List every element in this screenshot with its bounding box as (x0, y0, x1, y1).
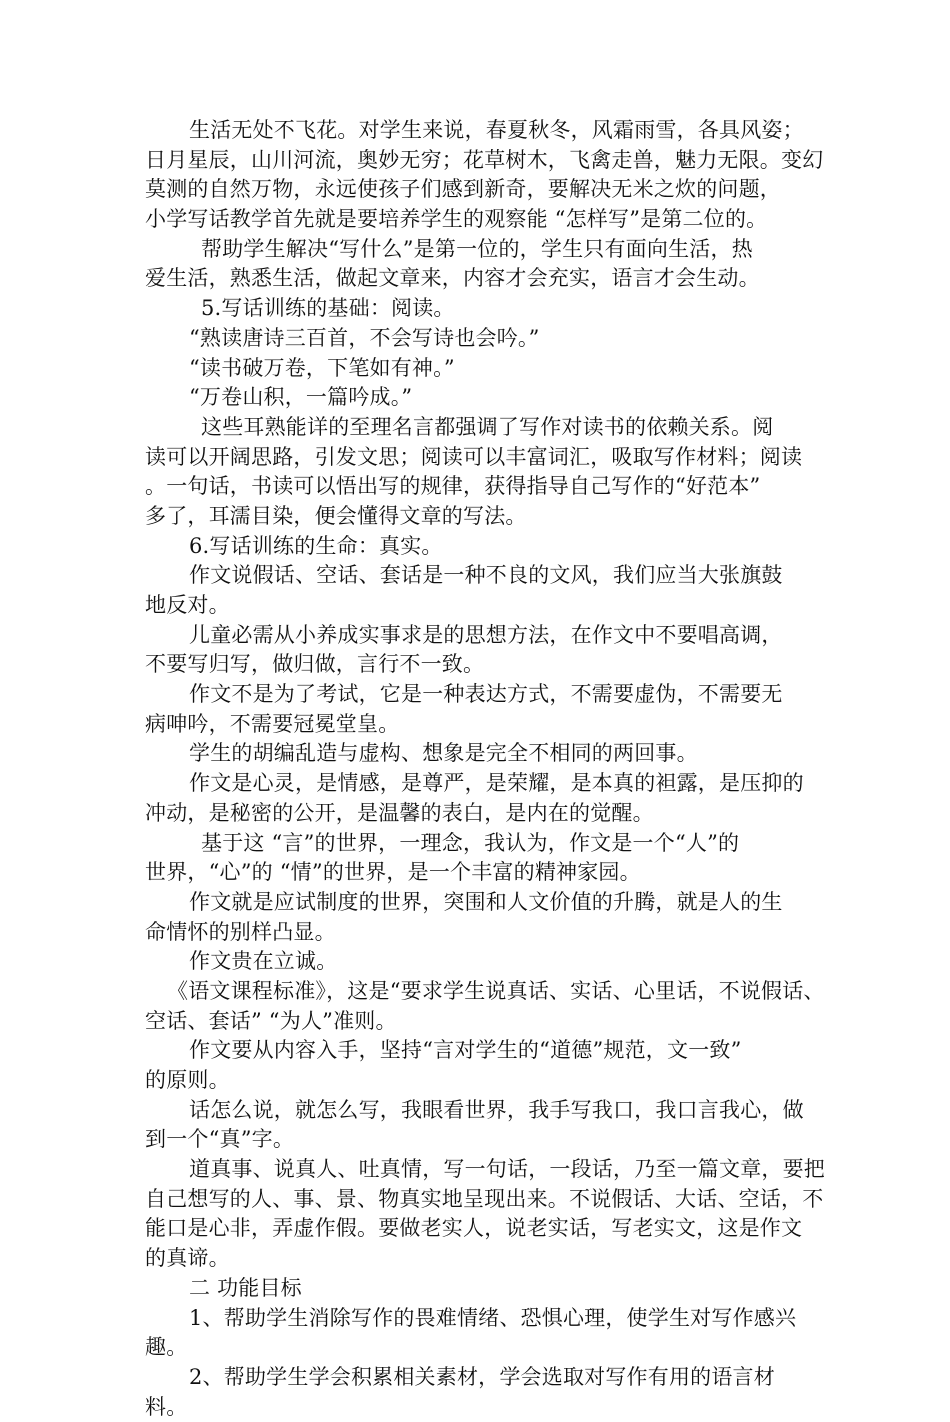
text-line: 学生的胡编乱造与虚构、想象是完全不相同的两回事。 (189, 741, 698, 766)
text-line: “读书破万卷，下笔如有神。” (189, 355, 455, 380)
text-line: 作文是心灵，是情感，是尊严，是荣耀，是本真的袒露，是压抑的 (189, 771, 804, 796)
text-line: 这些耳熟能详的至理名言都强调了写作对读书的依赖关系。阅 (201, 414, 774, 439)
text-line: 地反对。 (145, 593, 230, 617)
text-line: 莫测的自然万物，永远使孩子们感到新奇，要解决无米之炊的问题， (145, 177, 781, 202)
text-line: 小学写话教学首先就是要培养学生的观察能 “怎样写”是第二位的。 (145, 207, 768, 232)
text-line: 帮助学生解决“写什么”是第一位的，学生只有面向生活，热 (201, 236, 753, 261)
text-line: 命情怀的别样凸显。 (145, 919, 336, 944)
text-line: 6.写话训练的生命：真实。 (189, 533, 443, 558)
text-line: 。一句话，书读可以悟出写的规律，获得指导自己写作的“好范本” (145, 474, 761, 499)
text-line: 病呻吟，不需要冠冕堂皇。 (145, 711, 400, 736)
text-line: 2、帮助学生学会积累相关素材，学会选取对写作有用的语言材 (189, 1364, 775, 1389)
text-line: 话怎么说，就怎么写，我眼看世界，我手写我口，我口言我心，做 (189, 1097, 804, 1122)
text-line: 作文贵在立诚。 (189, 949, 338, 974)
text-line: 作文不是为了考试，它是一种表达方式，不需要虚伪，不需要无 (189, 682, 783, 707)
text-line: 趣。 (145, 1335, 188, 1360)
text-line: 世界，“心”的 “情”的世界，是一个丰富的精神家园。 (145, 860, 641, 885)
text-line: 作文说假话、空话、套话是一种不良的文风，我们应当大张旗鼓 (189, 563, 783, 588)
text-line: 日月星辰，山川河流，奥妙无穷；花草树木，飞禽走兽，魅力无限。变幻 (145, 147, 824, 172)
text-line: 儿童必需从小养成实事求是的思想方法，在作文中不要唱高调， (189, 622, 783, 647)
document-body (145, 116, 825, 1422)
text-line: 料。 (145, 1394, 188, 1419)
text-line: 作文就是应试制度的世界，突围和人文价值的升腾，就是人的生 (189, 889, 783, 914)
text-line: 冲动，是秘密的公开，是温馨的表白，是内在的觉醒。 (145, 800, 654, 825)
text-line: 多了，耳濡目染，便会懂得文章的写法。 (145, 503, 527, 528)
text-line: 不要写归写，做归做，言行不一致。 (145, 652, 485, 677)
text-line: 《语文课程标准》，这是“要求学生说真话、实话、心里话，不说假话、 (167, 978, 825, 1003)
text-line: 作文要从内容入手，坚持“言对学生的“道德”规范，文一致” (189, 1038, 742, 1063)
text-line: 读可以开阔思路，引发文思；阅读可以丰富词汇，吸取写作材料；阅读 (145, 444, 803, 469)
text-line: 生活无处不飞花。对学生来说，春夏秋冬，风霜雨雪，各具风姿； (189, 118, 804, 142)
text-line: “熟读唐诗三百首，不会写诗也会吟。” (189, 325, 540, 350)
text-line: 自己想写的人、事、景、物真实地呈现出来。不说假话、大话、空话，不 (145, 1186, 824, 1211)
text-line: 的原则。 (145, 1068, 230, 1092)
text-line: 到一个“真”字。 (145, 1127, 295, 1152)
text-line: 基于这 “言”的世界，一理念，我认为，作文是一个“人”的 (201, 830, 740, 855)
text-line: 5.写话训练的基础：阅读。 (201, 296, 455, 321)
text-line: 爱生活，熟悉生活，做起文章来，内容才会充实，语言才会生动。 (145, 266, 760, 291)
text-line: 能口是心非，弄虚作假。要做老实人，说老实话，写老实文，这是作文 (145, 1216, 803, 1241)
section-heading: 二 功能目标 (189, 1275, 302, 1300)
text-line: “万卷山积，一篇吟成。” (189, 385, 413, 410)
text-line: 的真谛。 (145, 1246, 230, 1271)
text-line: 空话、套话” “为人”准则。 (145, 1008, 397, 1033)
text-line: 道真事、说真人、吐真情，写一句话，一段话，乃至一篇文章，要把 (189, 1157, 825, 1182)
text-line: 1、帮助学生消除写作的畏难情绪、恐惧心理，使学生对写作感兴 (189, 1305, 797, 1330)
